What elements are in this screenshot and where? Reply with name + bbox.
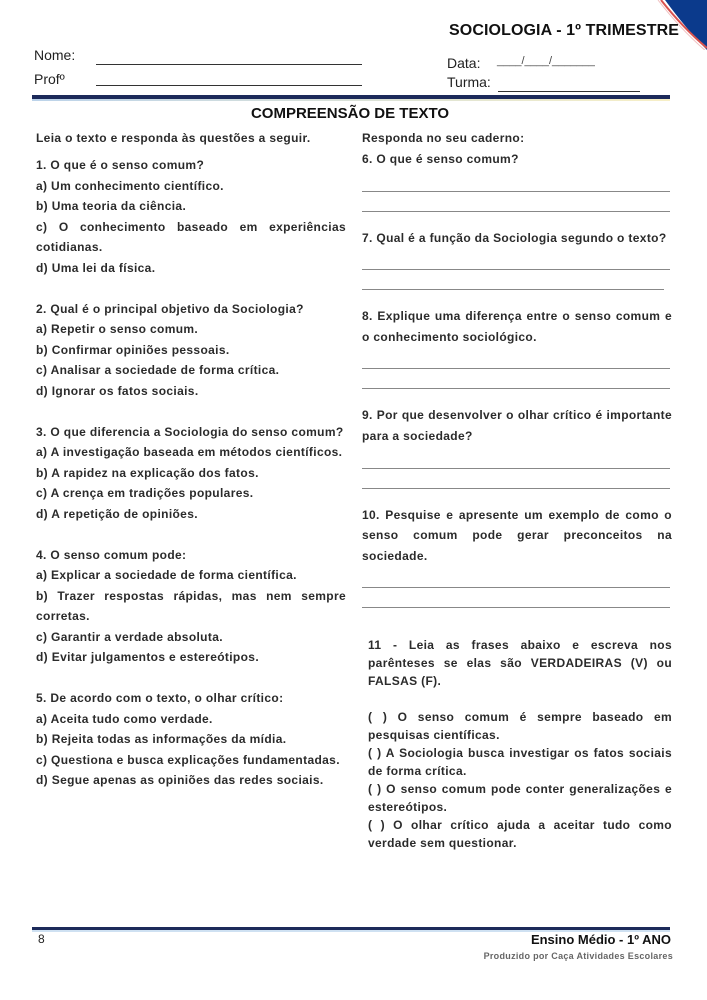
date-field[interactable]: ____/____/_______ <box>497 55 595 67</box>
teacher-label: Profº <box>34 71 65 87</box>
open-questions-column <box>362 130 672 852</box>
answer-line[interactable] <box>362 449 670 469</box>
question-9 <box>362 405 672 488</box>
option-d[interactable]: d) A repetição de opiniões. <box>36 506 198 521</box>
option-c[interactable]: c) Garantir a verdade absoluta. <box>36 629 223 644</box>
question-prompt: 4. O senso comum pode: <box>36 547 187 562</box>
option-a[interactable]: a) Explicar a sociedade de forma científica. <box>36 568 297 583</box>
grade-level: Ensino Médio - 1º ANO <box>530 932 671 947</box>
name-field[interactable] <box>96 64 362 65</box>
option-c[interactable]: c) Analisar a sociedade de forma crítica. <box>36 363 280 378</box>
class-label: Turma: <box>447 74 491 90</box>
question-prompt: 3. O que diferencia a Sociologia do senso comum? <box>36 424 344 439</box>
question-prompt: 10. Pesquise e apresente um exemplo de como o senso comum pode gerar preconceitos na sociedade. <box>362 507 672 563</box>
date-label: Data: <box>447 55 481 71</box>
option-d[interactable]: d) Evitar julgamentos e estereótipos. <box>36 650 260 665</box>
multiple-choice-column <box>36 130 346 791</box>
answer-line[interactable] <box>362 270 664 290</box>
page-number: 8 <box>38 932 45 946</box>
option-d[interactable]: d) Segue apenas as opiniões das redes sociais. <box>36 773 324 788</box>
question-prompt: 7. Qual é a função da Sociologia segundo o texto? <box>362 230 667 245</box>
option-d[interactable]: d) Ignorar os fatos sociais. <box>36 383 199 398</box>
option-d[interactable]: d) Uma lei da física. <box>36 260 156 275</box>
question-2 <box>36 299 346 402</box>
question-prompt: 6. O que é senso comum? <box>362 152 519 166</box>
option-a[interactable]: a) A investigação baseada em métodos científicos. <box>36 445 343 460</box>
question-6 <box>362 149 672 212</box>
answer-line[interactable] <box>362 469 670 489</box>
question-1 <box>36 155 346 279</box>
option-a[interactable]: a) Aceita tudo como verdade. <box>36 711 213 726</box>
option-b[interactable]: b) Trazer respostas rápidas, mas nem sempre corretas. <box>36 588 346 624</box>
question-7 <box>362 228 672 291</box>
question-3 <box>36 422 346 525</box>
option-c[interactable]: c) O conhecimento baseado em experiências cotidianas. <box>36 219 346 255</box>
answer-line[interactable] <box>362 250 670 270</box>
instructions: Responda no seu caderno: <box>362 131 525 145</box>
answer-line[interactable] <box>362 172 670 192</box>
question-11 <box>362 636 672 852</box>
question-8 <box>362 306 672 389</box>
answer-line[interactable] <box>362 568 670 588</box>
publisher-credit: Produzido por Caça Atividades Escolares <box>483 951 673 961</box>
option-a[interactable]: a) Um conhecimento científico. <box>36 178 224 193</box>
option-b[interactable]: b) A rapidez na explicação dos fatos. <box>36 465 259 480</box>
true-false-statement[interactable]: ( ) O senso comum pode conter generalizações e estereótipos. <box>368 782 672 815</box>
answer-line[interactable] <box>362 349 670 369</box>
option-a[interactable]: a) Repetir o senso comum. <box>36 322 199 337</box>
question-10 <box>362 505 672 609</box>
question-prompt: 5. De acordo com o texto, o olhar crítico: <box>36 691 284 706</box>
section-title: COMPREENSÃO DE TEXTO <box>250 105 450 122</box>
true-false-instruction: 11 - Leia as frases abaixo e escreva nos parênteses se elas são VERDADEIRAS (V) ou FALSAS (F). <box>368 638 672 689</box>
true-false-statement[interactable]: ( ) O olhar crítico ajuda a aceitar tudo como verdade sem questionar. <box>368 818 672 851</box>
true-false-statement[interactable]: ( ) A Sociologia busca investigar os fatos sociais de forma crítica. <box>368 746 672 779</box>
class-field[interactable] <box>498 91 640 92</box>
teacher-field[interactable] <box>96 85 362 86</box>
answer-line[interactable] <box>362 192 670 212</box>
worksheet-title: SOCIOLOGIA - 1º TRIMESTRE <box>449 22 679 39</box>
question-5 <box>36 688 346 791</box>
true-false-statement[interactable]: ( ) O senso comum é sempre baseado em pesquisas científicas. <box>368 710 672 743</box>
name-label: Nome: <box>34 47 76 63</box>
header-divider-accent <box>32 99 670 101</box>
question-4 <box>36 545 346 669</box>
option-c[interactable]: c) A crença em tradições populares. <box>36 486 254 501</box>
question-prompt: 2. Qual é o principal objetivo da Sociologia? <box>36 301 304 316</box>
question-prompt: 8. Explique uma diferença entre o senso comum e o conhecimento sociológico. <box>362 309 672 344</box>
answer-line[interactable] <box>362 588 670 608</box>
option-b[interactable]: b) Uma teoria da ciência. <box>36 199 187 214</box>
instructions: Leia o texto e responda às questões a seguir. <box>36 131 311 145</box>
answer-line[interactable] <box>362 369 670 389</box>
option-c[interactable]: c) Questiona e busca explicações fundamentadas. <box>36 752 340 767</box>
question-prompt: 1. O que é o senso comum? <box>36 158 205 172</box>
option-b[interactable]: b) Confirmar opiniões pessoais. <box>36 342 230 357</box>
question-prompt: 9. Por que desenvolver o olhar crítico é importante para a sociedade? <box>362 408 672 443</box>
option-b[interactable]: b) Rejeita todas as informações da mídia. <box>36 732 287 747</box>
